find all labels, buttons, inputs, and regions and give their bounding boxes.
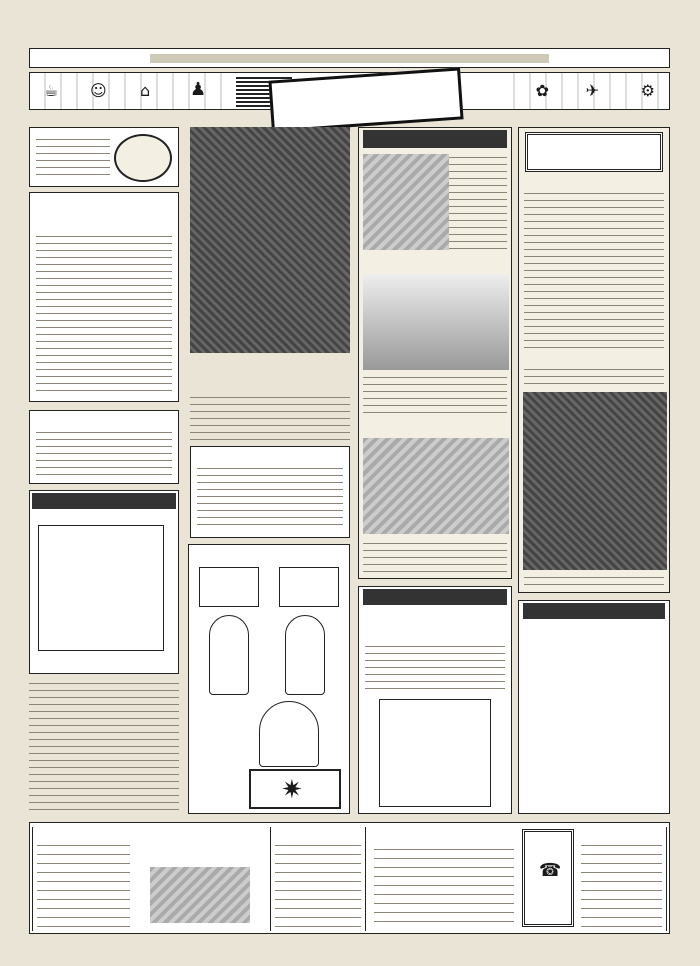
- bullet-train-photo: [363, 438, 509, 534]
- cartoon-frame-right: [279, 567, 339, 607]
- white-house-photo: [363, 274, 509, 370]
- white-house-body: [363, 374, 507, 418]
- cartoon-artist: [259, 701, 319, 767]
- scooter-icon: ⚙: [640, 81, 655, 100]
- emergency-list: [275, 841, 361, 927]
- column-body: [36, 136, 110, 180]
- cartoon-man-left: [209, 615, 249, 695]
- services-footer: [29, 822, 670, 934]
- banner-title: [272, 79, 458, 92]
- hidden-word-headline: [363, 589, 507, 605]
- manuscript-text: [449, 154, 507, 250]
- splatter-icon: ✷: [281, 775, 303, 805]
- cup-icon: ☕: [44, 81, 59, 100]
- bird-icon: ✈: [585, 81, 599, 100]
- pharmacies-box: [32, 827, 134, 931]
- dog-story-box: [29, 192, 179, 402]
- horoscope-box: [518, 600, 670, 814]
- hidden-word-box: [358, 586, 512, 814]
- person-icon: ♟: [190, 79, 207, 100]
- news-column: [518, 127, 670, 593]
- telephone-icon: ☎: [539, 860, 562, 881]
- horoscope-list: [523, 623, 665, 809]
- crossword-clues: [29, 680, 179, 810]
- manuscript-photo: [363, 154, 449, 250]
- dog-body: [36, 233, 172, 397]
- hidden-word-grid: [379, 699, 491, 807]
- flight-body: [524, 366, 664, 390]
- emergency-box: [270, 827, 366, 931]
- pharmacies-list: [37, 841, 130, 927]
- crossword-top-numbers: [38, 513, 158, 523]
- karen-photo: [190, 127, 350, 353]
- crossword-grid: [38, 525, 164, 651]
- doctors-list: [581, 841, 662, 927]
- flower-icon: ✿: [535, 81, 549, 100]
- letters-box: [29, 410, 179, 484]
- crossword-box: [29, 490, 179, 674]
- cartoon-man-right: [285, 615, 325, 695]
- news-subbanner: [525, 132, 663, 172]
- hospitals-list: [374, 845, 514, 927]
- hidden-word-list: [365, 643, 505, 693]
- horoscope-headline: [523, 603, 665, 619]
- services-logo: [136, 827, 266, 931]
- quiz-box: [190, 446, 350, 538]
- hospitals-box: [370, 827, 518, 931]
- header-bar: [29, 48, 670, 68]
- doodle-strip-left: [30, 73, 226, 109]
- doctors-box: [577, 827, 667, 931]
- face-icon: ☺: [90, 81, 107, 100]
- world-images-title: [363, 130, 507, 148]
- letters-body: [36, 429, 172, 481]
- header-rule: [150, 54, 549, 63]
- cartoon-frame-left: [199, 567, 259, 607]
- paper-phones-box: [522, 829, 574, 927]
- crossword-headline: [32, 493, 176, 509]
- cartoon-box: [188, 544, 350, 814]
- cars-body: [524, 190, 664, 350]
- children-photo: [523, 392, 667, 570]
- bullet-train-body: [363, 540, 507, 576]
- column-logo: [114, 134, 172, 182]
- doodle-strip-right: [499, 73, 669, 109]
- column-box: [29, 127, 179, 187]
- quiz-body: [197, 465, 343, 531]
- house-icon: ⌂: [140, 81, 151, 100]
- world-images-column: [358, 127, 512, 579]
- cartoon-canvas: [249, 769, 341, 809]
- record-body: [190, 394, 350, 440]
- services-illustration: [150, 867, 250, 923]
- photo-caption: [524, 574, 664, 590]
